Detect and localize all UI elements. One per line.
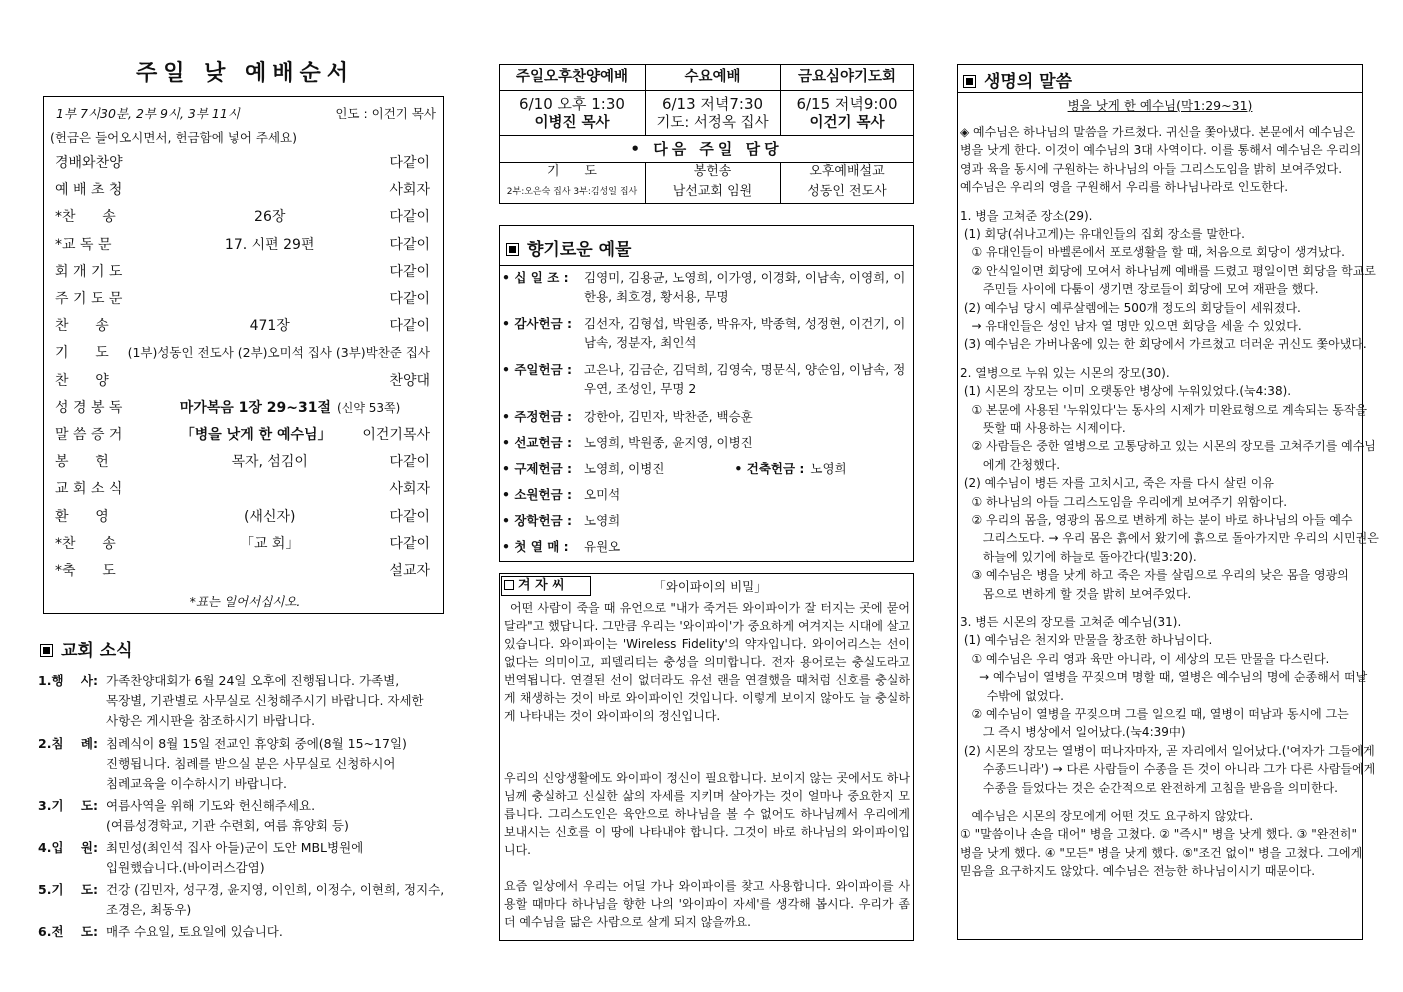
offering-row: [502, 511, 907, 530]
order-item-desc-text: (새신자): [243, 508, 296, 525]
news-item-line: 입원했습니다.(바이러스감염): [106, 860, 265, 875]
sermon-line: 1. 병을 고쳐준 장소(29).: [960, 208, 1093, 223]
order-item-desc: [150, 506, 389, 526]
order-item-name: 환 영: [55, 508, 109, 525]
order-item-desc-text: 마가복음 1장 29~31절: [179, 399, 332, 416]
schedule-header: 수요예배: [684, 69, 741, 85]
offering-label: • 소원헌금 :: [502, 487, 572, 502]
next-week-header: 오후예배설교: [809, 164, 885, 179]
next-week-person: 남선교회 임원: [672, 184, 753, 199]
offering-names: [584, 268, 907, 306]
order-row: [55, 557, 430, 583]
news-item-line: 매주 수요일, 토요일에 있습니다.: [106, 924, 283, 939]
order-item-leader: 다같이: [389, 291, 430, 307]
order-item-desc: [150, 315, 389, 335]
order-row: [55, 312, 430, 338]
order-item-leader: 다같이: [389, 535, 430, 552]
news-item-body: [106, 838, 448, 878]
sermon-line: ① "말씀이나 손을 대어" 병을 고쳤다. ② "즉시" 병을 낫게 했다. ③ "완전히": [960, 827, 1358, 842]
offering-names: [584, 511, 907, 530]
sermon-line: ① 예수님은 우리 영과 육만 아니라, 이 세상의 모든 만물을 다스린다.: [960, 651, 1330, 666]
essay-paragraph: 요즘 일상에서 우리는 어딜 가나 와이파이를 찾고 사용합니다. 와이파이를 사용할 때마다 하나님을 향한 나의 '와이파이 자세'를 생각해 봅시다. 우리가 좀 더 예수님을 닮은 사람으로 살게 되지 않을까요.: [504, 879, 910, 929]
order-item-name: *축 도: [55, 563, 116, 579]
offering-label: • 주일헌금 :: [502, 362, 572, 377]
offering-label: • 구제헌금 :: [502, 461, 572, 476]
schedule-person: 이병진 목사: [534, 115, 610, 131]
news-item-body: [106, 734, 448, 794]
order-item-name: *교 독 문: [55, 236, 112, 253]
offering-row: [502, 407, 907, 426]
offering-names: [584, 314, 907, 352]
sermon-line: (1) 회당(쉬나고게)는 유대인들의 집회 장소를 말한다.: [960, 227, 1245, 241]
news-item-line: 진행됩니다. 침례를 받으실 분은 사무실로 신청하시어: [106, 756, 396, 771]
news-item-line: 사항은 게시판을 참조하시기 바랍니다.: [106, 713, 316, 728]
order-row: [55, 285, 430, 311]
sermon-line: 3. 병든 시몬의 장모를 고쳐준 예수님(31).: [960, 615, 1182, 629]
schedule-time: 6/10 오후 1:30: [519, 95, 625, 113]
order-row: [55, 367, 430, 393]
order-item-leader: 다같이: [389, 155, 430, 171]
news-item: [38, 796, 448, 836]
news-item-body: [106, 922, 448, 942]
sermon-line: 예수님은 우리의 영을 구원해서 우리를 하나님나라로 인도한다.: [960, 180, 1289, 195]
essay-paragraph: 우리의 신앙생활에도 와이파이 정신이 필요합니다. 보이지 않는 곳에서도 하나님께 충실하고 신실한 삶의 자세를 지키며 살아가는 것이 얼마나 중요한지 모릅니다. 그리스도인은 육안으로 하나님을 볼 수 없어도 하나님께서 우리에게 보내시는 신호를 이 땅에 나타내야 합니다. 그것이 바로 하나님의 와이파이입니다.: [504, 771, 910, 857]
order-item-leader: 다같이: [389, 209, 430, 226]
news-item-line: 가족찬양대회가 6월 24일 오후에 진행됩니다. 가족별,: [106, 673, 400, 688]
order-item-desc: [128, 343, 430, 361]
sermon-line: ② 우리의 몸을, 영광의 몸으로 변하게 하는 분이 바로 하나님의 아들 예수: [960, 513, 1353, 527]
news-item-label: 1.행 사:: [38, 673, 99, 688]
order-item-name: 기 도: [55, 345, 109, 362]
sermon-line: 병을 낫게 한다. 이것이 예수님의 3대 사역이다. 이를 통해서 예수님은 우리의: [960, 143, 1362, 158]
order-item-desc: [150, 533, 389, 553]
order-item-desc-note: (신약 53쪽): [337, 400, 401, 415]
offering-names-text: 오미석: [584, 487, 621, 502]
service-times: 1부 7시30분, 2부 9시, 3부 11시: [56, 106, 240, 121]
sermon-line: 수종을 들었다는 것은 순간적으로 완전하게 고침을 받음을 의미한다.: [960, 780, 1338, 795]
news-item-label: 5.기 도:: [38, 882, 99, 897]
sermon-line: (2) 시몬의 장모는 열병이 떠나자마자, 곧 자리에서 일어났다.('여자가 그들에게: [960, 743, 1375, 758]
order-item-name: 성 경 봉 독: [55, 399, 123, 416]
offering-names-text: 김선자, 김형섭, 박원종, 박유자, 박종혁, 성정현, 이건기, 이남속, 정분자, 최인석: [584, 316, 906, 350]
order-item-name: 회 개 기 도: [55, 263, 123, 280]
news-item-line: 목장별, 기관별로 사무실로 신청해주시기 바랍니다. 자세한: [106, 693, 424, 708]
order-item-desc-text: 목자, 섬김이: [231, 454, 308, 471]
order-row: [55, 394, 430, 420]
news-item-label: 3.기 도:: [38, 798, 99, 813]
sermon-line: 수종드니라') → 다른 사람들이 수종을 든 것이 아니라 그가 다른 사람들에게: [960, 762, 1376, 777]
order-item-name: 찬 양: [55, 372, 109, 389]
order-item-name: 봉 헌: [55, 454, 109, 471]
sermon-line: 병을 낫게 했다. ④ "모든" 병을 낫게 했다. ⑤"조건 없이" 병을 고쳤다. 그에게: [960, 845, 1363, 860]
news-item: [38, 838, 448, 878]
order-item-desc-text: 17. 시편 29편: [224, 236, 315, 253]
schedule-header: 주일오후찬양예배: [515, 69, 629, 85]
filled-square-icon: [40, 644, 53, 657]
offering-names: [584, 459, 907, 478]
sermon-line: 수밖에 없었다.: [960, 688, 1064, 703]
offering-row: [502, 433, 907, 452]
news-item-line: 최민성(최인석 집사 아들)군이 도안 MBL병원에: [106, 840, 364, 855]
schedule-time: 6/13 저녁7:30: [661, 95, 764, 113]
order-row: [55, 203, 430, 229]
offering-row: [502, 268, 907, 306]
sermon-line: (2) 예수님 당시 예루살렘에는 500개 정도의 회당들이 세워졌다.: [960, 300, 1301, 315]
essay-paragraph: 어떤 사람이 죽을 때 유언으로 "내가 죽거든 와이파이가 잘 터지는 곳에 묻어 달라"고 했답니다. 그만큼 우리는 '와이파이'가 중요하게 여겨지는 시대에 살고 있습니다. 와이파이는 'Wireless Fidelity'의 약자입니다. 와이어리스는 선이 없다는 의미이고, 피델리티는 충성을 의미합니다. 전자 용어로는 충실도라고 번역됩니다. 연결된 선이 없더라도 유선 랜을 연결했을 때처럼 신호를 충실하게 채생하는 것이 바로 와이파이인 것입니다. 이렇게 보이지 않아도 늘 충실하게 나타내는 것이 와이파이의 정신입니다.: [504, 601, 910, 723]
next-week-person: 성동인 전도사: [807, 184, 887, 199]
offering-row: [502, 314, 907, 352]
filled-square-icon: [963, 75, 976, 88]
offering-names: [584, 433, 907, 452]
sermon-line: ◈ 예수님은 하나님의 말씀을 가르쳤다. 귀신을 쫓아냈다. 본문에서 예수님은: [960, 125, 1356, 139]
news-item-line: 침례교육을 이수하시기 바랍니다.: [106, 776, 287, 791]
offering-names-text: 노영희, 이병진: [584, 461, 665, 476]
order-item-leader: 설교자: [389, 563, 430, 579]
filled-square-icon: [506, 243, 519, 256]
sermon-line: (3) 예수님은 가버나움에 있는 한 회당에서 가르쳤고 더러운 귀신도 쫓아냈다.: [960, 337, 1367, 352]
offering-row: [502, 459, 907, 478]
sermon-line: 그리스도다. → 우리 몸은 흙에서 왔기에 흙으로 돌아가지만 우리의 시민권은: [960, 531, 1379, 546]
offering-row: [502, 485, 907, 504]
order-row: [55, 503, 430, 529]
order-item-desc: [150, 397, 430, 417]
news-item-line: 침례식이 8월 15일 전교인 휴양회 중에(8월 15~17일): [106, 736, 407, 751]
offering-row: [502, 537, 907, 556]
schedule-header: 금요심야기도회: [797, 69, 897, 85]
order-row: [55, 421, 430, 447]
sermon-line: ① 하나님의 아들 그리스도임을 우리에게 보여주기 위함이다.: [960, 494, 1288, 509]
order-row: [55, 176, 430, 202]
order-item-leader: 다같이: [389, 318, 430, 335]
news-item: [38, 734, 448, 794]
sermon-line: 믿음을 요구하지도 않았다. 예수님은 전능한 하나님이시기 때문이다.: [960, 864, 1316, 879]
order-item-desc-text: 「교 회」: [239, 535, 300, 552]
offering-label: • 선교헌금 :: [502, 435, 572, 450]
order-item-desc-text: 26장: [254, 209, 286, 226]
square-icon: [504, 580, 514, 590]
offering-note: (헌금은 들어오시면서, 헌금함에 넣어 주세요): [50, 130, 297, 145]
order-item-name: 예 배 초 청: [55, 182, 123, 199]
sermon-line: ① 본문에 사용된 '누워있다'는 동사의 시제가 미완료형으로 계속되는 동작을: [960, 402, 1368, 417]
offering-names-text: 노영희: [584, 513, 621, 528]
sermon-line: ① 유대인들이 바벨론에서 포로생활을 할 때, 처음으로 회당이 생겨났다.: [960, 245, 1345, 260]
sermon-line: 하늘에 있기에 하늘로 돌아간다(빌3:20).: [960, 549, 1197, 564]
order-item-name: 말 씀 증 거: [55, 427, 123, 443]
sermon-line: (1) 예수님은 천지와 만물을 창조한 하나님이다.: [960, 633, 1213, 648]
sermon-line: 주민들 사이에 다툼이 생기면 장로들이 회당에 모여 재판을 했다.: [960, 282, 1319, 297]
news-item-line: 조경은, 최동우): [106, 902, 192, 917]
news-item-body: [106, 796, 448, 836]
offering-names: [584, 485, 907, 504]
sermon-title: 병을 낫게 한 예수님(막1:29~31): [1067, 98, 1253, 113]
sermon-line: ③ 예수님은 병을 낫게 하고 죽은 자를 살림으로 우리의 낮은 몸을 영광의: [960, 568, 1349, 583]
news-item: [38, 880, 448, 920]
offering-names-text: 유원오: [584, 539, 621, 554]
order-row: [55, 475, 430, 501]
news-item-line: 건강 (김민자, 성구경, 윤지영, 이인희, 이정수, 이현희, 정지수,: [106, 882, 445, 897]
news-item-line: 여름사역을 위해 기도와 헌신해주세요.: [106, 798, 316, 813]
sermon-line: ② 예수님이 열병을 꾸짖으며 그를 일으킬 때, 열병이 떠남과 동시에 그는: [960, 707, 1349, 721]
order-item-desc: [150, 451, 389, 471]
order-item-leader: 이건기목사: [362, 427, 430, 443]
news-title: 교회 소식: [40, 636, 133, 661]
next-week-header: 봉헌송: [693, 164, 732, 179]
offering-names-text: 김영미, 김용균, 노영희, 이가영, 이경화, 이남속, 이영희, 이한용, 최호경, 황서용, 무명: [584, 270, 906, 304]
order-item-desc: [150, 424, 362, 444]
sermon-line: (2) 예수님이 병든 자를 고치시고, 죽은 자를 다시 살린 이유: [960, 476, 1274, 491]
news-item-body: [106, 880, 448, 920]
order-item-desc: [150, 234, 389, 254]
offering-names: [584, 537, 907, 556]
order-item-desc: [150, 206, 389, 226]
order-item-name: 경배와찬양: [55, 155, 123, 171]
sermon-line: 예수님은 시몬의 장모에게 어떤 것도 요구하지 않았다.: [960, 809, 1254, 823]
sermon-line: ② 안식일이면 회당에 모여서 하나님께 예배를 드렸고 평일이면 회당을 학교로: [960, 263, 1376, 278]
word-title: 생명의 말씀: [963, 67, 1072, 92]
news-item-label: 4.입 원:: [38, 840, 99, 855]
news-item: [38, 671, 448, 731]
essay-section-label: 겨 자 씨: [501, 576, 591, 596]
news-item-body: [106, 671, 448, 731]
sermon-line: ② 사람들은 중한 열병으로 고통당하고 있는 시몬의 장모를 고쳐주기를 예수님: [960, 439, 1376, 454]
order-row: [55, 231, 430, 257]
order-item-name: 주 기 도 문: [55, 291, 123, 307]
offering-names-text: 노영희, 박원종, 윤지영, 이병진: [584, 435, 753, 450]
schedule-person: 기도: 서정옥 집사: [656, 115, 769, 131]
order-item-name: 찬 송: [55, 318, 109, 335]
offering-label: • 주정헌금 :: [502, 409, 572, 424]
order-item-leader: 찬양대: [389, 372, 430, 389]
offering-names: [584, 407, 907, 426]
sermon-line: 영과 육을 동시에 구원하는 하나님의 아들 그리스도임을 밝히 보여주었다.: [960, 161, 1343, 176]
order-item-desc-text: 「병을 낫게 한 예수님」: [180, 427, 332, 443]
next-week-person: 2부:오은숙 집사 3부:김성일 집사: [506, 187, 638, 197]
order-item-leader: 사회자: [389, 182, 430, 199]
standing-note: *표는 일어서십시오.: [189, 594, 301, 609]
order-row: [55, 258, 430, 284]
offering-names: [584, 360, 907, 398]
service-leader: 인도 : 이건기 목사: [335, 106, 436, 121]
order-row: [55, 530, 430, 556]
order-item-desc-text: 471장: [249, 318, 290, 335]
schedule-time: 6/15 저녁9:00: [796, 95, 898, 113]
order-item-leader: 다같이: [389, 454, 430, 471]
order-item-leader: 다같이: [389, 508, 430, 525]
sermon-line: 에게 간청했다.: [960, 457, 1061, 472]
next-week-header: 기 도: [547, 164, 597, 179]
order-header: [56, 104, 436, 122]
sermon-line: 2. 열병으로 누워 있는 시몬의 장모(30).: [960, 365, 1170, 380]
order-title: 주일 낮 예배순서: [135, 61, 355, 86]
offering-names-text: 고은나, 김금순, 김덕희, 김영숙, 명문식, 양순임, 이남속, 정우연, 조성인, 무명 2: [584, 362, 906, 396]
order-item-name: *찬 송: [55, 209, 116, 226]
offering-extra-names: 노영희: [810, 461, 847, 476]
sermon-line: 뜻할 때 사용하는 시제이다.: [960, 421, 1126, 435]
news-item-line: (여름성경학교, 기관 수련회, 여름 휴양회 등): [106, 818, 349, 833]
order-item-desc-text: (1부)성동인 전도사 (2부)오미석 집사 (3부)박찬준 집사: [127, 345, 430, 361]
sermon-line: 몸으로 변하게 할 것을 밝히 보여주었다.: [960, 586, 1192, 601]
sermon-line: 그 즉시 병상에서 일어났다.(눅4:39中): [960, 725, 1186, 740]
news-item: [38, 922, 448, 942]
offering-label: • 장학헌금 :: [502, 513, 572, 528]
sermon-line: → 유대인들은 성인 남자 열 명만 있으면 회당을 세울 수 있었다.: [960, 319, 1302, 333]
news-item-label: 6.전 도:: [38, 924, 99, 939]
order-row: [55, 339, 430, 365]
order-item-leader: 다같이: [389, 263, 430, 280]
sermon-line: (1) 시몬의 장모는 이미 오랫동안 병상에 누워있었다.(눅4:38).: [960, 384, 1292, 399]
news-item-label: 2.침 례:: [38, 736, 99, 751]
order-item-leader: 다같이: [389, 236, 430, 253]
order-row: [55, 149, 430, 175]
offerings-title: 향기로운 예물: [506, 235, 631, 260]
offering-label: • 첫 열 매 :: [502, 539, 569, 554]
offering-names-text: 강한아, 김민자, 박찬준, 백승훈: [584, 409, 753, 424]
next-week-title: • 다음 주일 담당: [630, 140, 783, 158]
offering-label: • 십 일 조 :: [502, 270, 569, 285]
offering-extra-label: • 건축헌금 :: [734, 461, 805, 476]
schedule-person: 이건기 목사: [809, 115, 885, 131]
order-item-name: 교 회 소 식: [55, 481, 123, 498]
offering-label: • 감사헌금 :: [502, 316, 572, 331]
offering-row: [502, 360, 907, 398]
essay-title: 「와이파이의 비밀」: [653, 579, 767, 594]
order-row: [55, 448, 430, 474]
order-item-name: *찬 송: [55, 535, 116, 552]
sermon-line: → 예수님이 열병을 꾸짖으며 명할 때, 열병은 예수님의 명에 순종해서 떠날: [960, 670, 1368, 685]
order-item-leader: 사회자: [389, 481, 430, 498]
